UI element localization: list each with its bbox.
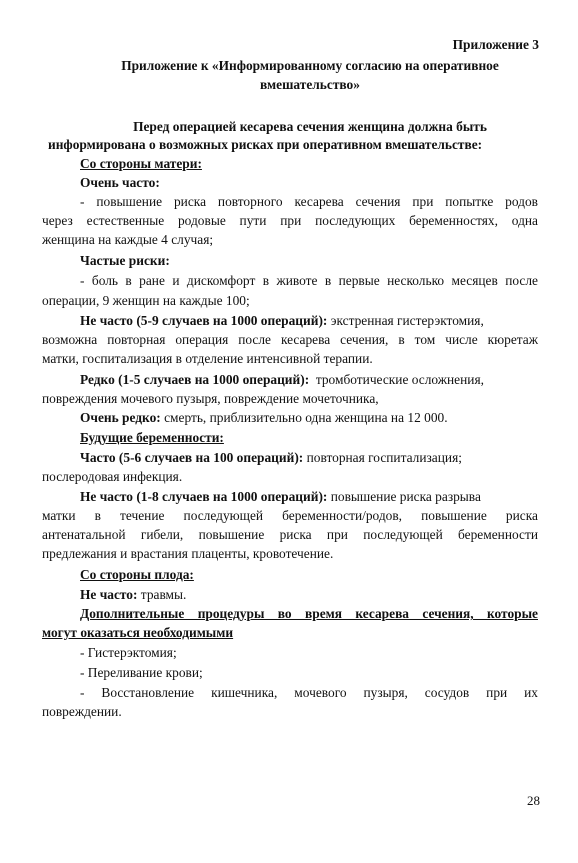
fetus-heading: Со стороны плода:: [80, 567, 194, 582]
future-not-often-line-1: [80, 489, 481, 505]
rare-line-1: [80, 372, 484, 388]
intro-line-2: информирована о возможных рисках при оперативном вмешательстве:: [48, 137, 483, 152]
mother-heading: Со стороны матери:: [80, 156, 202, 171]
future-often-text: повторная госпитализация;: [303, 450, 462, 465]
appendix-title-line-2: вмешательство»: [260, 77, 360, 92]
not-often-line-3: матки, госпитализация в отделение интенсивной терапии.: [42, 351, 373, 366]
future-often-label: Часто (5-6 случаев на 100 операций):: [80, 450, 304, 465]
frequent-line-2: операции, 9 женщин на каждые 100;: [42, 293, 250, 308]
future-not-often-line-2: матки в течение последующей беременности/родов, повышение риска: [42, 508, 538, 523]
intro-line-1: Перед операцией кесарева сечения женщина должна быть: [133, 119, 487, 134]
future-often-line-2: послеродовая инфекция.: [42, 469, 183, 484]
future-not-often-label: Не часто (1-8 случаев на 1000 операций):: [80, 489, 328, 504]
extra-procedure-item: - Восстановление кишечника, мочевого пузыря, сосудов при их: [80, 685, 538, 700]
rare-line-2: повреждения мочевого пузыря, повреждение мочеточника,: [42, 391, 379, 406]
rare-label: Редко (1-5 случаев на 1000 операций):: [80, 372, 310, 387]
not-often-line-2: возможна повторная операция после кесарева сечения, в том числе кюретаж: [42, 332, 538, 347]
fetus-not-often-label: Не часто:: [80, 587, 138, 602]
extra-procedures-heading-line-2: могут оказаться необходимыми: [42, 625, 234, 640]
future-not-often-line-4: предлежания и врастания плаценты, кровотечение.: [42, 546, 334, 561]
very-rare-line: [80, 410, 448, 426]
not-often-label: Не часто (5-9 случаев на 1000 операций):: [80, 313, 328, 328]
not-often-line-1: [80, 313, 484, 329]
very-often-line-3: женщина на каждые 4 случая;: [42, 232, 214, 247]
frequent-line-1: - боль в ране и дискомфорт в животе в первые несколько месяцев после: [80, 273, 538, 288]
not-often-text: экстренная гистерэктомия,: [327, 313, 484, 328]
very-often-heading: Очень часто:: [80, 175, 160, 190]
extra-procedure-item-continued: повреждении.: [42, 704, 122, 719]
future-not-often-text: повышение риска разрыва: [327, 489, 481, 504]
fetus-not-often-text: травмы.: [137, 587, 187, 602]
extra-procedures-heading-line-1: Дополнительные процедуры во время кесарева сечения, которые: [80, 606, 538, 621]
page-number: 28: [527, 793, 540, 808]
future-not-often-line-3: антенатальной гибели, повышение риска при последующей беременности: [42, 527, 538, 542]
extra-procedure-item: - Переливание крови;: [80, 665, 203, 680]
extra-procedure-item: - Гистерэктомия;: [80, 645, 177, 660]
very-often-line-1: - повышение риска повторного кесарева сечения при попытке родов: [80, 194, 538, 209]
very-rare-text: смерть, приблизительно одна женщина на 12 000.: [160, 410, 448, 425]
rare-text: тромботические осложнения,: [309, 372, 484, 387]
fetus-not-often-line: [80, 587, 186, 603]
future-often-line-1: [80, 450, 462, 466]
future-heading: Будущие беременности:: [80, 430, 224, 445]
frequent-heading: Частые риски:: [80, 253, 170, 268]
appendix-label: Приложение 3: [452, 37, 539, 52]
appendix-title-line-1: Приложение к «Информированному согласию на оперативное: [121, 58, 499, 73]
very-often-line-2: через естественные родовые пути при последующих беременностях, одна: [42, 213, 538, 228]
very-rare-label: Очень редко:: [80, 410, 161, 425]
